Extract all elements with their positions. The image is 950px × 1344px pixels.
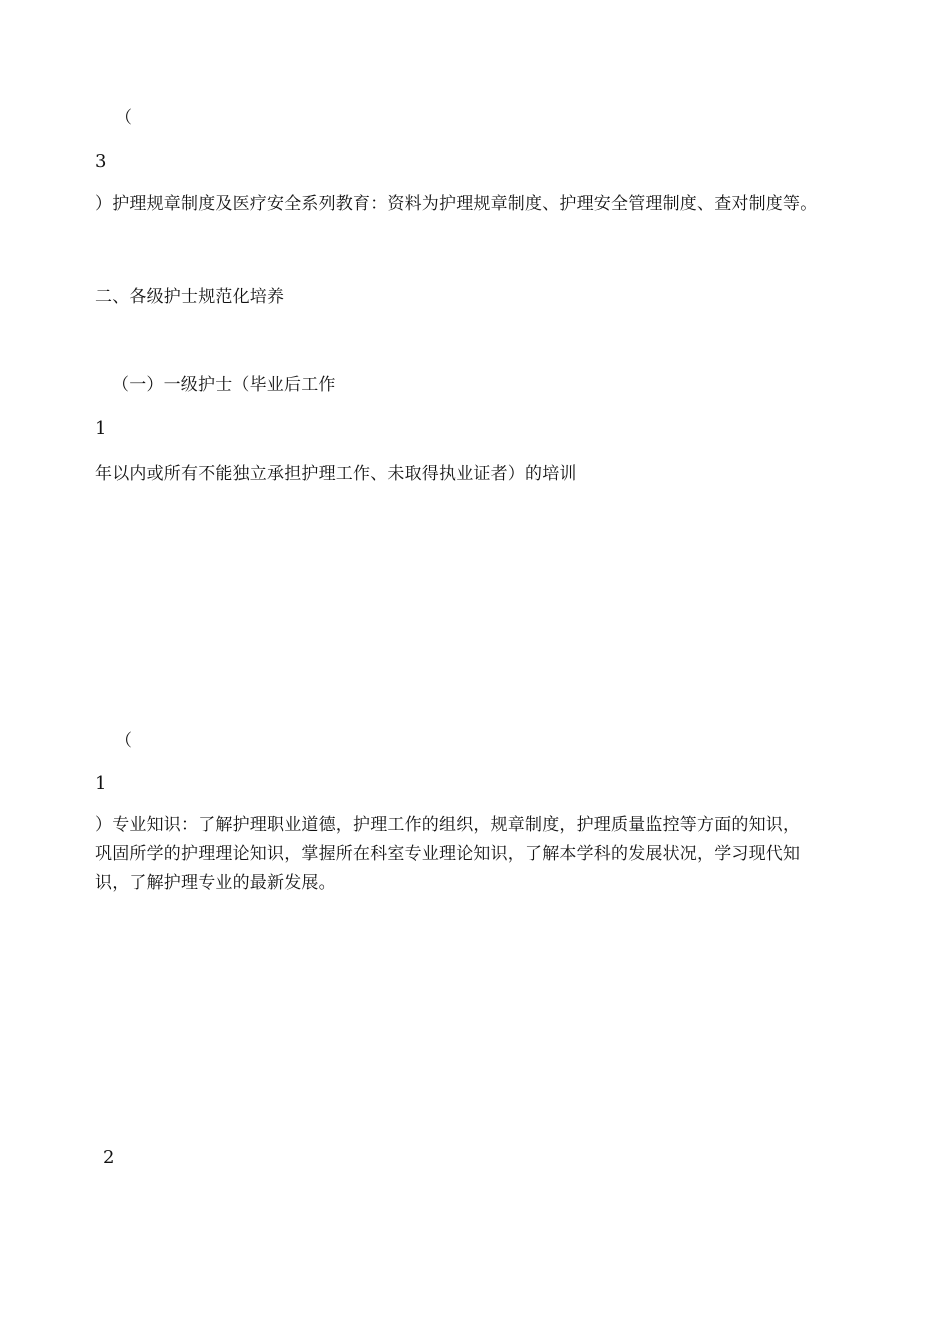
- item-number-1: 1: [95, 773, 107, 794]
- paragraph-line: 识，了解护理专业的最新发展。: [95, 873, 336, 893]
- subsection-1-heading: （一）一级护士（毕业后工作: [112, 375, 336, 395]
- item-3-text: ）护理规章制度及医疗安全系列教育：资料为护理规章制度、护理安全管理制度、查对制度等。: [95, 194, 818, 214]
- paragraph-line: ）专业知识：了解护理职业道德，护理工作的组织，规章制度，护理质量监控等方面的知识，: [95, 815, 801, 835]
- subsection-1-text: 年以内或所有不能独立承担护理工作、未取得执业证者）的培训: [95, 464, 577, 484]
- open-paren-2: （: [115, 731, 133, 751]
- page-number: 2: [103, 1147, 115, 1168]
- item-number-3: 3: [95, 151, 107, 172]
- open-paren-1: （: [115, 108, 133, 128]
- section-2-heading: 二、各级护士规范化培养: [95, 287, 285, 307]
- paragraph-line: 巩固所学的护理理论知识，掌握所在科室专业理论知识，了解本学科的发展状况，学习现代知: [95, 844, 801, 864]
- subsection-1-number: 1: [95, 418, 107, 439]
- item-1-paragraph: [95, 811, 855, 898]
